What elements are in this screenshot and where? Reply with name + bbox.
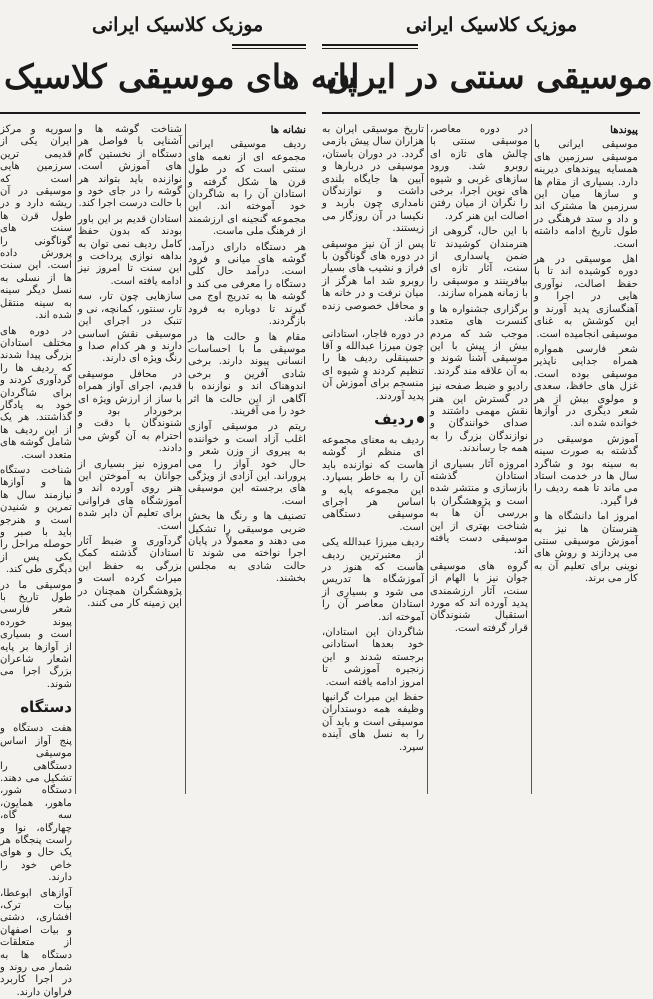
- paragraph: شناخت دستگاه ها و آوازها نیازمند سال ها تمرین و شنیدن است و هنرجو باید با صبر و حوصله مراحل را یکی پس از دیگری طی کند.: [0, 464, 72, 576]
- right-column-divider: [427, 124, 428, 794]
- right-column-2: [430, 124, 528, 794]
- left-headline: پایه های موسیقی کلاسیک: [4, 57, 357, 96]
- left-column-1: [0, 124, 72, 998]
- left-column-divider: [185, 124, 186, 794]
- paragraph: آموزش موسیقی در گذشته به صورت سینه به سینه بود و شاگرد سال ها در خدمت استاد می ماند تا همه ردیف را فرا گیرد.: [534, 433, 638, 507]
- right-headline: موسیقی سنتی در ایران: [326, 57, 653, 96]
- paragraph: در محافل موسیقی قدیم، اجرای آواز همراه با ساز از ارزش ویژه ای برخوردار بود و شنوندگان با دقت و احترام به آن گوش می دادند.: [78, 368, 182, 455]
- right-column-divider: [531, 124, 532, 794]
- paragraph: ردیف به معنای مجموعه ای منظم از گوشه هاست که نوازنده باید آن را به خاطر بسپارد. این مجموعه پایه و اساس هر اجرای موسیقی دستگاهی است.: [322, 434, 424, 533]
- left-kicker-rule-thin: [232, 48, 306, 49]
- paragraph: سازهایی چون تار، سه تار، سنتور، کمانچه، نی و تنبک در اجرای این موسیقی نقش اساسی دارند و هر کدام صدا و رنگ ویژه ای دارند.: [78, 291, 182, 365]
- right-kicker-row: [322, 8, 640, 48]
- paragraph: برگزاری جشنواره ها و کنسرت های متعدد موجب شد که مردم بیش از پیش با این موسیقی آشنا شوند و به آن علاقه مند گردند.: [430, 303, 528, 377]
- paragraph: شاگردان این استادان، خود بعدها استادانی برجسته شدند و این زنجیره آموزشی تا امروز ادامه یافته است.: [322, 627, 424, 688]
- right-kicker-rule-thin: [322, 48, 418, 49]
- right-subhead: [322, 409, 424, 429]
- right-article: [322, 0, 653, 800]
- paragraph: شناخت گوشه ها و آشنایی با فواصل هر دستگاه از نخستین گام های آموزش است. نوازنده باید بتواند هر گوشه را در جای خود و با حالت درست اجرا کند.: [78, 124, 182, 210]
- paragraph: ریتم در موسیقی آوازی اغلب آزاد است و خواننده به پیروی از وزن شعر و حال خود آواز را می پروراند. این آزادی از ویژگی های برجسته این موسیقی است.: [188, 421, 306, 507]
- paragraph: امروزه نیز بسیاری از جوانان به آموختن این هنر روی آورده اند و آموزشگاه های فراوانی برای تعلیم آن دایر شده است.: [78, 458, 182, 532]
- right-headline-rule: [322, 112, 640, 114]
- paragraph: تصنیف ها و رنگ ها بخش ضربی موسیقی را تشکیل می دهند و معمولاً در پایان اجرا نواخته می شوند تا حالت شادی به مجلس بخشند.: [188, 511, 306, 585]
- right-kicker: موزیک کلاسیک ایرانی: [406, 14, 578, 36]
- paragraph: با این حال، گروهی از هنرمندان کوشیدند تا ضمن پاسداری از سنت، آثار تازه ای بیافرینند و موسیقی را با زمانه همراه سازند.: [430, 226, 528, 300]
- paragraph: هفت دستگاه و پنج آواز اساس موسیقی دستگاهی را تشکیل می دهند. دستگاه شور، ماهور، همایون، سه گاه، چهارگاه، نوا و راست پنجگاه هر یک حال و هوای خاص خود را دارند.: [0, 723, 72, 884]
- paragraph: مقام ها و حالت ها در موسیقی ما با احساسات انسانی پیوند دارند. برخی شادی آفرین و برخی اندوهناک اند و نوازنده با آگاهی از این حالت ها اثر خود را می آفریند.: [188, 331, 306, 417]
- paragraph: گردآوری و ضبط آثار استادان گذشته کمک بزرگی به حفظ این میراث کرده است و پژوهشگران همچنان در این زمینه کار می کنند.: [78, 536, 182, 610]
- left-subhead: دستگاه: [20, 698, 72, 717]
- paragraph: اهل موسیقی در هر دوره کوشیده اند تا با حفظ اصالت، نوآوری هایی در اجرا و آهنگسازی پدید آورند و این کوشش به غنای موسیقی انجامیده است.: [534, 254, 638, 340]
- right-subhead-text: ردیف: [374, 409, 414, 428]
- paragraph: در دوره معاصر، موسیقی سنتی با چالش های تازه ای روبرو شد. ورود سازهای غربی و شیوه های نوین اجرا، برخی را نگران از میان رفتن اصالت این هنر کرد.: [430, 124, 528, 222]
- paragraph: امروزه آثار بسیاری از استادان گذشته بازسازی و منتشر شده است و پژوهشگران با بررسی آن ها به شناخت بهتری از این موسیقی دست یافته اند.: [430, 458, 528, 557]
- paragraph: ردیف میرزا عبدالله یکی از معتبرترین ردیف هاست که هنوز در آموزشگاه ها تدریس می شود و بسیاری از استادان معاصر آن را آموخته اند.: [322, 537, 424, 623]
- left-kicker-row: [0, 8, 312, 48]
- paragraph: امروز اما دانشگاه ها و هنرستان ها نیز به آموزش موسیقی سنتی می پردازند و روش های نوینی برای تعلیم آن به کار می برند.: [534, 511, 638, 585]
- paragraph: موسیقی ما در طول تاریخ با شعر فارسی پیوند خورده است و بسیاری از آوازها بر پایه اشعار شاعران بزرگ اجرا می شوند.: [0, 579, 72, 690]
- paragraph: شعر فارسی همواره همراه جدایی ناپذیر موسیقی بوده است. غزل های حافظ، سعدی و مولوی بیش از هر شعر دیگری در آوازها خوانده شده اند.: [534, 343, 638, 430]
- section-label: نشانه ها: [270, 124, 306, 136]
- left-columns: [0, 124, 306, 998]
- paragraph: گروه های موسیقی جوان نیز با الهام از سنت، آثار ارزشمندی پدید آورده اند که مورد استقبال شنوندگان قرار گرفته است.: [430, 560, 528, 634]
- paragraph: موسیقی ایرانی با موسیقی سرزمین های همسایه پیوندهای دیرینه دارد. بسیاری از مقام ها و سازها میان این سرزمین ها مشترک اند و داد و ستد فرهنگی در طول تاریخ ادامه داشته است.: [534, 139, 638, 250]
- paragraph: تاریخ موسیقی ایران به هزاران سال پیش بازمی گردد. در دوران باستان، موسیقی در دربارها و آیین ها جایگاه بلندی داشت و نوازندگان نامداری چون باربد و نکیسا در آن روزگار می زیستند.: [322, 124, 424, 235]
- right-kicker-rule: [322, 44, 418, 46]
- bullet-icon: [417, 416, 424, 423]
- paragraph: رادیو و ضبط صفحه نیز در گسترش این هنر نقش مهمی داشتند و صدای خوانندگان و نوازندگان بزرگ را به همه جا رساندند.: [430, 381, 528, 455]
- paragraph: سوریه و مرکز ایران یکی از قدیمی ترین سرزمین هایی است که موسیقی در آن ریشه دارد و در طول قرن ها سنت های گوناگونی را پرورش داده است. این سنت ها از نسلی به نسل دیگر سینه به سینه منتقل شده اند.: [0, 124, 72, 322]
- paragraph: هر دستگاه دارای درآمد، گوشه های میانی و فرود است. درآمد حال کلی دستگاه را معرفی می کند و گوشه ها به تدریج اوج می گیرند تا دوباره به فرود بازگردند.: [188, 241, 306, 328]
- right-column-3: [534, 124, 638, 794]
- left-kicker-rule: [232, 44, 306, 46]
- left-column-2: [78, 124, 182, 794]
- section-label: پیوندها: [610, 124, 638, 136]
- right-columns: [322, 124, 640, 794]
- right-column-1: [322, 124, 424, 794]
- left-kicker: موزیک کلاسیک ایرانی: [92, 14, 264, 36]
- paragraph: استادان قدیم بر این باور بودند که بدون حفظ کامل ردیف نمی توان به بداهه نوازی پرداخت و این سنت تا امروز نیز ادامه یافته است.: [78, 213, 182, 287]
- paragraph: در دوره قاجار، استادانی چون میرزا عبدالله و آقا حسینقلی ردیف ها را تنظیم کردند و شیوه ای منسجم برای آموزش آن پدید آوردند.: [322, 328, 424, 402]
- paragraph: حفظ این میراث گرانبها وظیفه همه دوستداران موسیقی است و باید آن را به نسل های آینده سپرد.: [322, 692, 424, 753]
- paragraph: در دوره های مختلف استادان بزرگی پیدا شدند که ردیف ها را گردآوری کردند و برای شاگردان خود به یادگار گذاشتند. هر یک از این ردیف ها شامل گوشه های متعدد است.: [0, 325, 72, 461]
- paragraph: پس از آن نیز موسیقی در دوره های گوناگون با فراز و نشیب های بسیار روبرو شد اما هرگز از میان نرفت و در خانه ها و محافل خصوصی زنده ماند.: [322, 238, 424, 325]
- paragraph: آوازهای ابوعطا، بیات ترک، افشاری، دشتی و بیات اصفهان از متعلقات دستگاه ها به شمار می روند و در اجرا کاربرد فراوان دارند.: [0, 887, 72, 998]
- left-column-divider: [75, 124, 76, 794]
- left-column-3: [188, 124, 306, 794]
- left-headline-rule: [0, 112, 306, 114]
- paragraph: ردیف موسیقی ایرانی مجموعه ای از نغمه های سنتی است که در طول قرن ها شکل گرفته و استادان آن را به شاگردان خود آموخته اند. این مجموعه گنجینه ای ارزشمند از فرهنگ ملی ماست.: [188, 139, 306, 238]
